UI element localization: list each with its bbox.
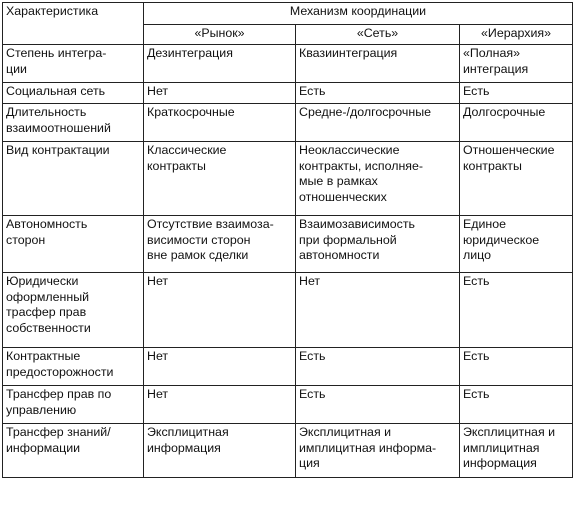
- cell-market: Краткосрочные: [144, 104, 296, 142]
- cell-characteristic: Вид контрактации: [3, 142, 144, 216]
- cell-market: Дезинтеграция: [144, 45, 296, 83]
- cell-characteristic: Трансфер прав по управлению: [3, 386, 144, 424]
- header-market: «Рынок»: [144, 25, 296, 45]
- cell-network: Нет: [296, 273, 460, 348]
- cell-hierarchy: Долгосрочные: [460, 104, 573, 142]
- cell-hierarchy: Есть: [460, 348, 573, 386]
- table-body: [3, 45, 573, 478]
- cell-market: Нет: [144, 348, 296, 386]
- table-row: [3, 142, 573, 216]
- header-hierarchy: «Иерархия»: [460, 25, 573, 45]
- cell-network: Неоклассические контракты, исполняе- мые в рамках отношенческих: [296, 142, 460, 216]
- table-row: [3, 83, 573, 104]
- header-network: «Сеть»: [296, 25, 460, 45]
- cell-market: Нет: [144, 273, 296, 348]
- table-row: [3, 348, 573, 386]
- cell-network: Есть: [296, 386, 460, 424]
- cell-hierarchy: Есть: [460, 386, 573, 424]
- cell-hierarchy: Отношенческие контракты: [460, 142, 573, 216]
- header-characteristic: Характеристика: [3, 3, 144, 45]
- cell-network: Взаимозависимость при формальной автономности: [296, 216, 460, 273]
- cell-network: Есть: [296, 83, 460, 104]
- header-row-top: [3, 3, 573, 25]
- cell-characteristic: Трансфер знаний/ информации: [3, 424, 144, 478]
- coordination-mechanisms-table: [2, 2, 573, 478]
- cell-market: Эксплицитная информация: [144, 424, 296, 478]
- table-row: [3, 216, 573, 273]
- table-row: [3, 424, 573, 478]
- cell-characteristic: Контрактные предосторожности: [3, 348, 144, 386]
- cell-network: Эксплицитная и имплицитная информа- ция: [296, 424, 460, 478]
- cell-characteristic: Длительность взаимоотношений: [3, 104, 144, 142]
- cell-characteristic: Автономность сторон: [3, 216, 144, 273]
- cell-hierarchy: Есть: [460, 83, 573, 104]
- cell-hierarchy: Эксплицитная и имплицитная информация: [460, 424, 573, 478]
- cell-network: Средне-/долгосрочные: [296, 104, 460, 142]
- cell-hierarchy: Единое юридическое лицо: [460, 216, 573, 273]
- cell-characteristic: Степень интегра- ции: [3, 45, 144, 83]
- cell-network: Есть: [296, 348, 460, 386]
- cell-hierarchy: «Полная» интеграция: [460, 45, 573, 83]
- cell-market: Отсутствие взаимоза- висимости сторон вне рамок сделки: [144, 216, 296, 273]
- table-row: [3, 104, 573, 142]
- table-row: [3, 45, 573, 83]
- table-row: [3, 386, 573, 424]
- table-header: [3, 3, 573, 45]
- cell-characteristic: Юридически оформленный трасфер прав собственности: [3, 273, 144, 348]
- cell-network: Квазиинтеграция: [296, 45, 460, 83]
- cell-hierarchy: Есть: [460, 273, 573, 348]
- cell-characteristic: Социальная сеть: [3, 83, 144, 104]
- cell-market: Нет: [144, 83, 296, 104]
- cell-market: Нет: [144, 386, 296, 424]
- table-row: [3, 273, 573, 348]
- cell-market: Классические контракты: [144, 142, 296, 216]
- header-coordination-mechanism: Механизм координации: [144, 3, 573, 25]
